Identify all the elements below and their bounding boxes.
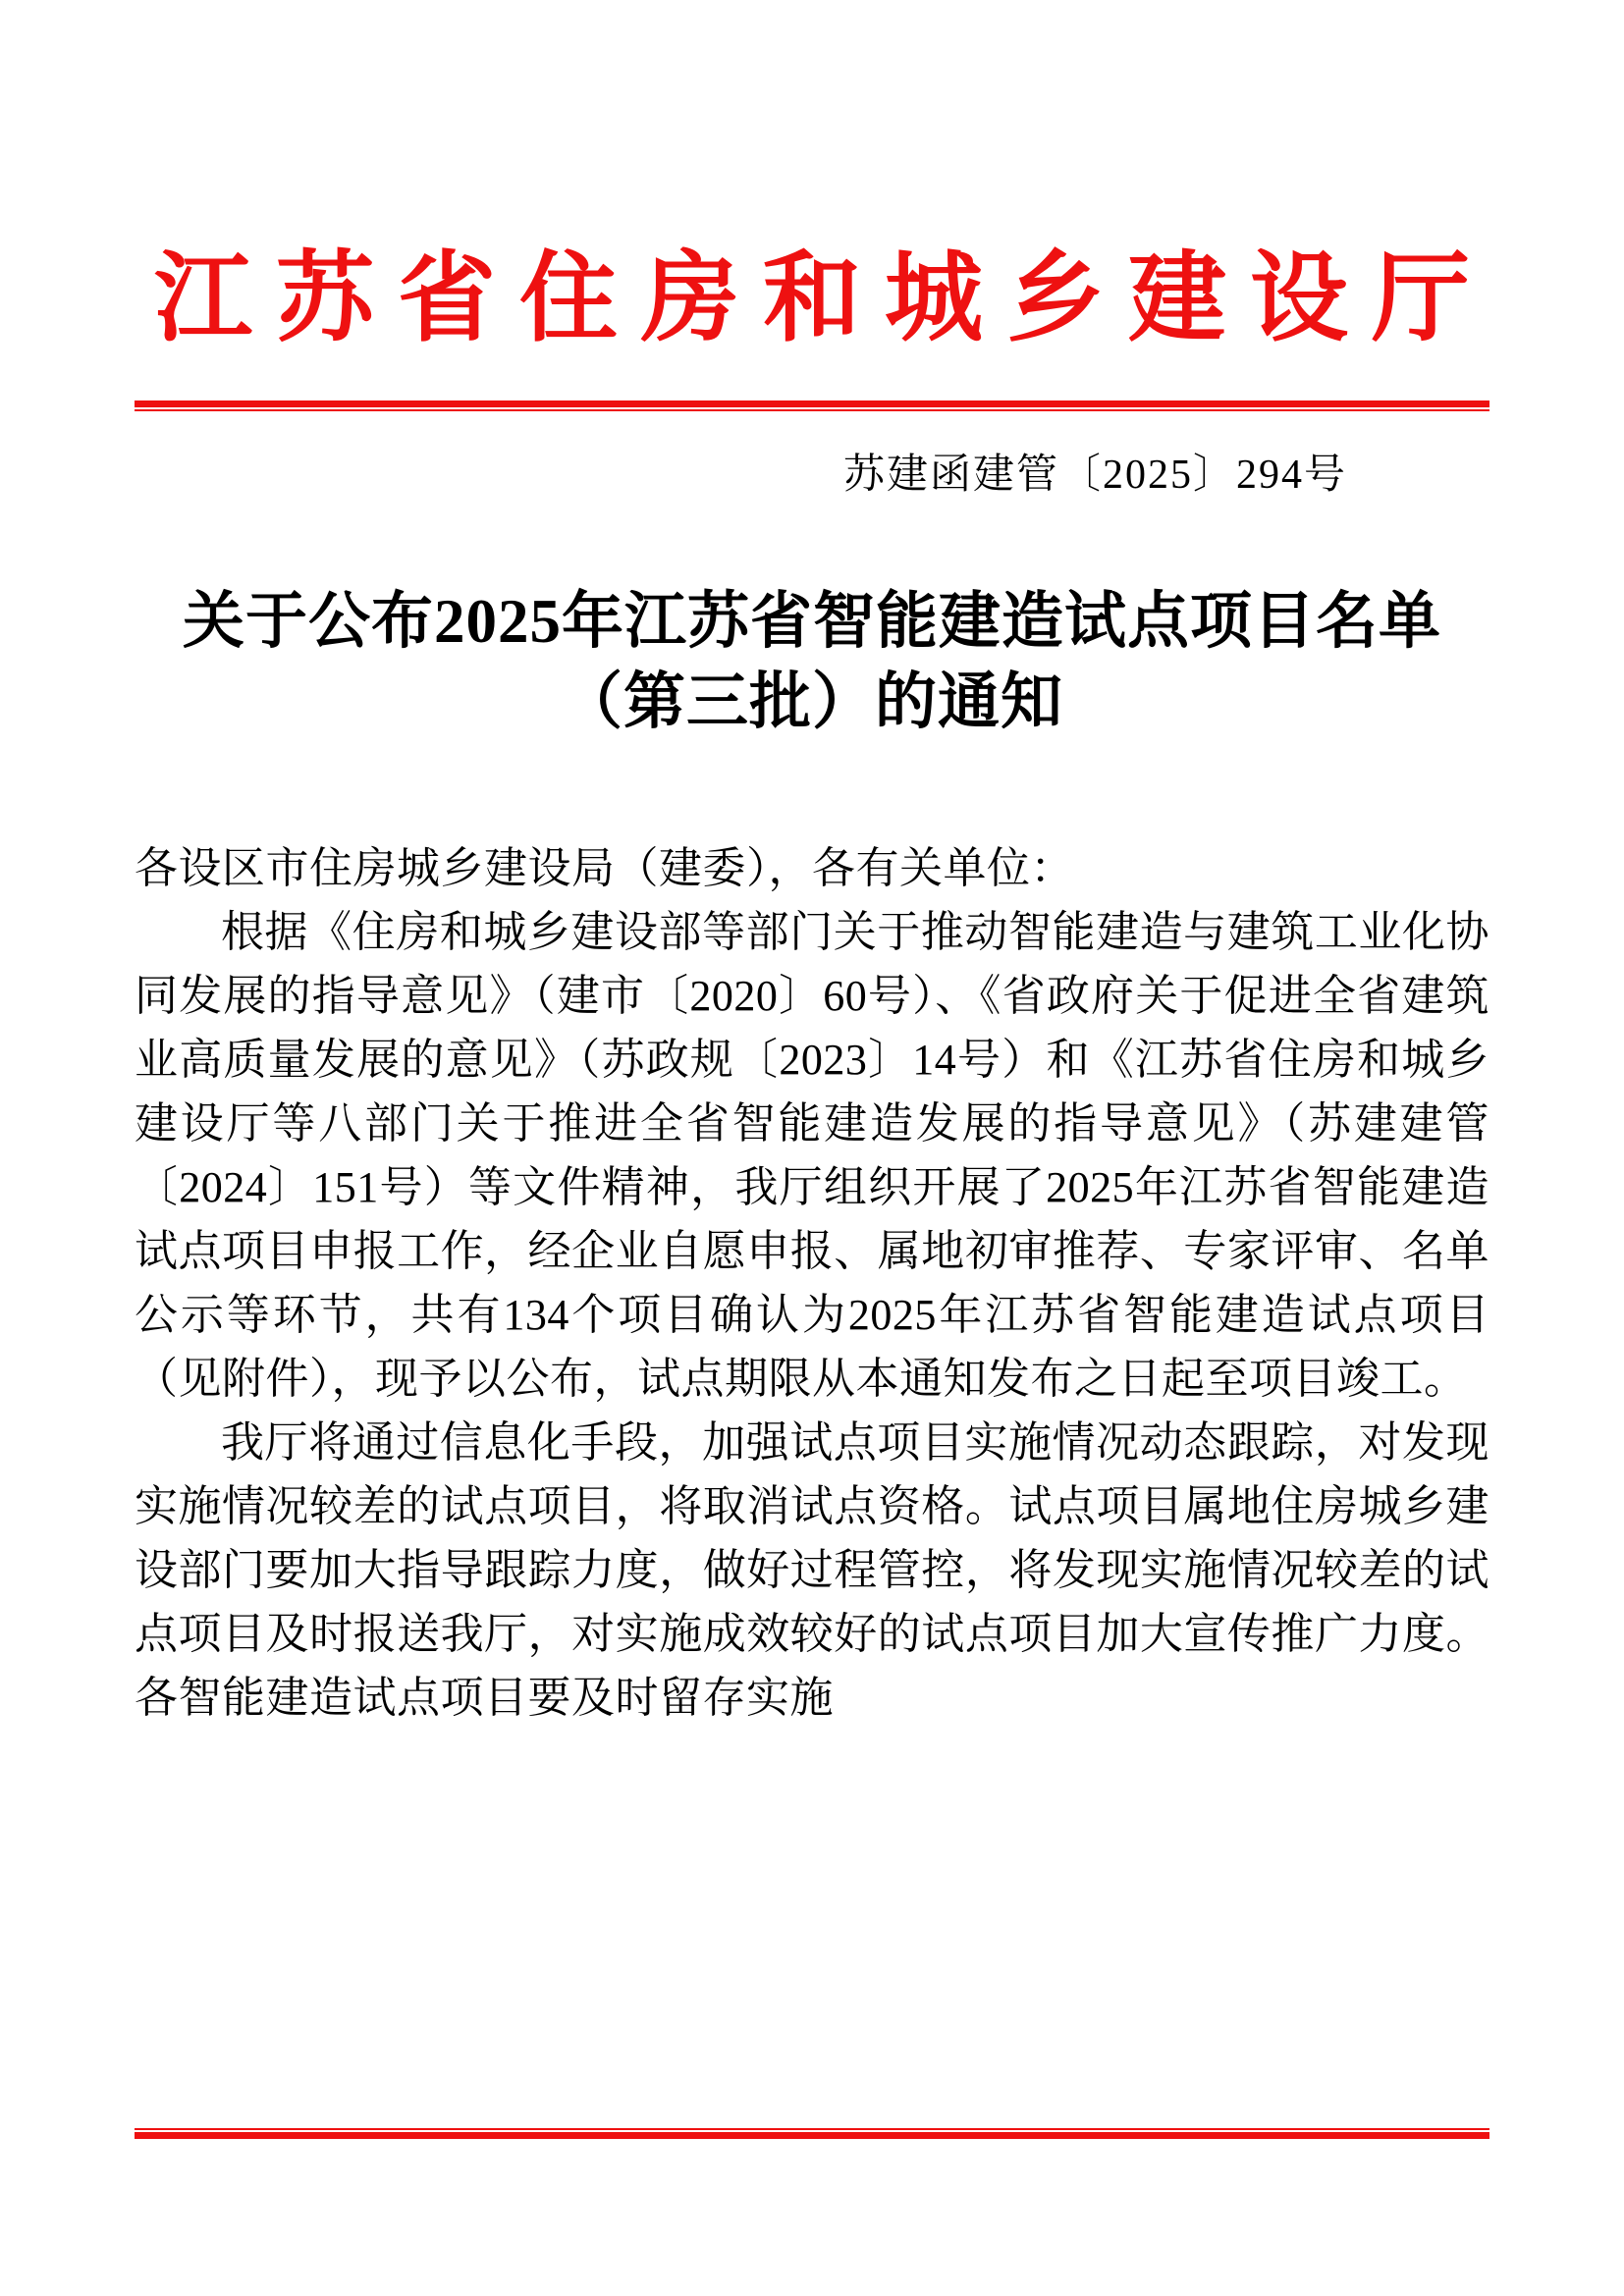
notice-body <box>135 836 1489 1730</box>
notice-title-line2: （第三批）的通知 <box>561 667 1063 736</box>
body-paragraph: 我厅将通过信息化手段，加强试点项目实施情况动态跟踪，对发现实施情况较差的试点项目，将取消试点资格。试点项目属地住房城乡建设部门要加大指导跟踪力度，做好过程管控，将发现实施情况较差的试点项目及时报送我厅，对实施成效较好的试点项目加大宣传推广力度。各智能建造试点项目要及时留存实施 <box>135 1417 1489 1722</box>
red-separator-top <box>135 400 1489 411</box>
document-number: 苏建函建管〔2025〕294号 <box>842 453 1347 498</box>
notice-title <box>135 581 1489 742</box>
agency-masthead-title: 江苏省住房和城乡建设厅 <box>154 244 1493 353</box>
red-separator-bottom <box>135 2128 1489 2139</box>
salutation: 各设区市住房城乡建设局（建委），各有关单位： <box>135 843 1074 892</box>
body-paragraph: 根据《住房和城乡建设部等部门关于推动智能建造与建筑工业化协同发展的指导意见》（建市〔2020〕60号）、《省政府关于促进全省建筑业高质量发展的意见》（苏政规〔2023〕14号）和《江苏省住房和城乡建设厅等八部门关于推进全省智能建造发展的指导意见》（苏建建管〔2024〕151号）等文件精神，我厅组织开展了2025年江苏省智能建造试点项目申报工作，经企业自愿申报、属地初审推荐、专家评审、名单公示等环节，共有134个项目确认为2025年江苏省智能建造试点项目（见附件），现予以公布，试点期限从本通知发布之日起至项目竣工。 <box>135 907 1489 1403</box>
notice-title-line1: 关于公布2025年江苏省智能建造试点项目名单 <box>183 586 1441 656</box>
